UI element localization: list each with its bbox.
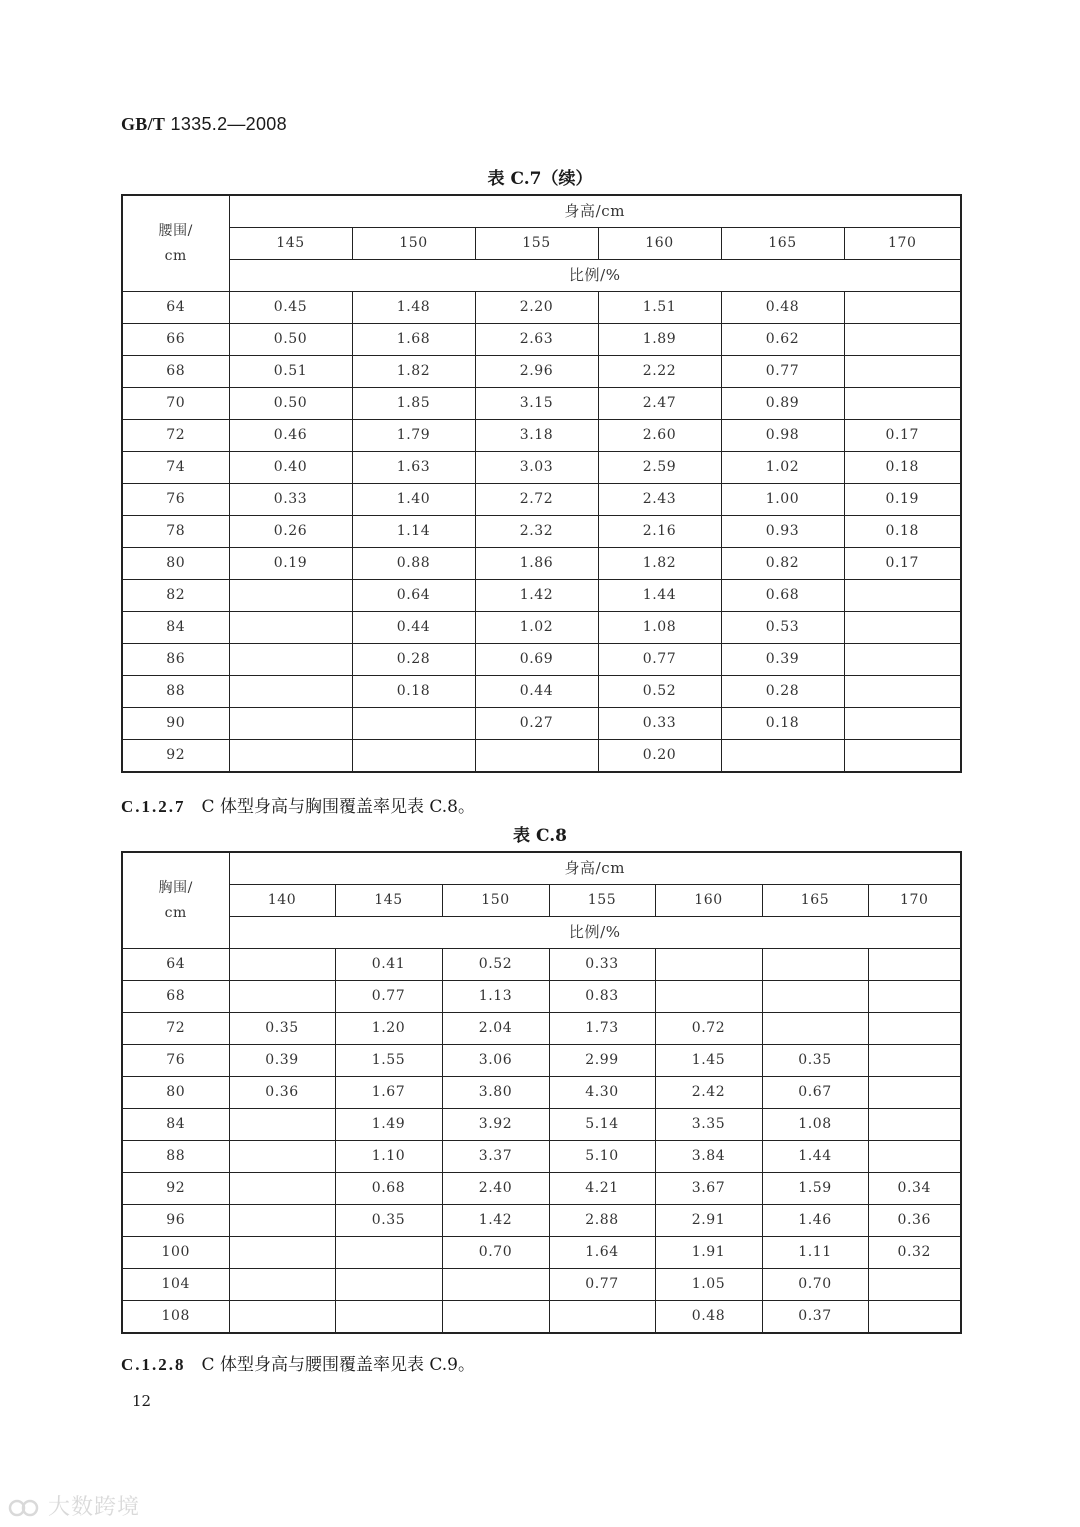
table-c8 xyxy=(121,851,962,1334)
table-row xyxy=(122,949,961,981)
row-header-cell: 92 xyxy=(122,1173,229,1205)
table-row xyxy=(122,676,961,708)
value-cell: 3.06 xyxy=(442,1045,549,1077)
value-cell: 1.05 xyxy=(655,1269,762,1301)
value-cell: 0.52 xyxy=(598,676,721,708)
table-row xyxy=(122,981,961,1013)
table-c8-corner-header xyxy=(122,852,229,949)
value-cell xyxy=(335,1301,442,1334)
value-cell xyxy=(844,388,961,420)
table-row xyxy=(122,1269,961,1301)
value-cell: 1.42 xyxy=(475,580,598,612)
value-cell xyxy=(762,949,868,981)
value-cell: 2.20 xyxy=(475,292,598,324)
value-cell: 1.45 xyxy=(655,1045,762,1077)
clause-number: C.1.2.8 xyxy=(121,1355,186,1374)
value-cell: 1.11 xyxy=(762,1237,868,1269)
watermark xyxy=(8,1490,140,1521)
column-header-height: 160 xyxy=(655,885,762,917)
table-row xyxy=(122,1237,961,1269)
row-header-cell: 76 xyxy=(122,1045,229,1077)
table-row xyxy=(122,708,961,740)
column-header-height: 140 xyxy=(229,885,335,917)
value-cell: 2.16 xyxy=(598,516,721,548)
value-cell xyxy=(352,708,475,740)
value-cell xyxy=(868,1301,961,1334)
value-cell: 3.67 xyxy=(655,1173,762,1205)
value-cell xyxy=(655,981,762,1013)
value-cell xyxy=(844,580,961,612)
value-cell: 0.18 xyxy=(844,516,961,548)
value-cell: 0.53 xyxy=(721,612,844,644)
value-cell: 0.36 xyxy=(229,1077,335,1109)
table-row xyxy=(122,1109,961,1141)
table-row xyxy=(122,1173,961,1205)
value-cell: 0.77 xyxy=(335,981,442,1013)
table-row xyxy=(122,484,961,516)
value-cell: 3.03 xyxy=(475,452,598,484)
value-cell: 2.42 xyxy=(655,1077,762,1109)
value-cell xyxy=(229,676,352,708)
row-header-cell: 108 xyxy=(122,1301,229,1334)
value-cell: 4.21 xyxy=(549,1173,655,1205)
value-cell: 0.18 xyxy=(844,452,961,484)
standard-code-prefix: GB/T xyxy=(121,114,166,134)
value-cell xyxy=(844,644,961,676)
value-cell xyxy=(442,1301,549,1334)
value-cell: 0.70 xyxy=(442,1237,549,1269)
row-header-cell: 64 xyxy=(122,292,229,324)
value-cell: 3.37 xyxy=(442,1141,549,1173)
value-cell: 0.69 xyxy=(475,644,598,676)
column-header-height: 165 xyxy=(762,885,868,917)
value-cell: 0.48 xyxy=(721,292,844,324)
value-cell: 3.80 xyxy=(442,1077,549,1109)
value-cell: 0.88 xyxy=(352,548,475,580)
value-cell: 5.14 xyxy=(549,1109,655,1141)
value-cell: 0.40 xyxy=(229,452,352,484)
value-cell: 0.98 xyxy=(721,420,844,452)
value-cell: 1.55 xyxy=(335,1045,442,1077)
table-row xyxy=(122,388,961,420)
column-header-height: 165 xyxy=(721,228,844,260)
table-c8-caption: 表 C.8 xyxy=(513,826,567,846)
value-cell xyxy=(229,612,352,644)
value-cell: 1.14 xyxy=(352,516,475,548)
value-cell xyxy=(335,1237,442,1269)
clause-c-1-2-7 xyxy=(121,792,475,817)
watermark-logo-icon xyxy=(8,1497,42,1519)
value-cell xyxy=(844,324,961,356)
row-header-cell: 88 xyxy=(122,1141,229,1173)
value-cell xyxy=(442,1269,549,1301)
value-cell: 2.96 xyxy=(475,356,598,388)
value-cell: 2.40 xyxy=(442,1173,549,1205)
column-header-height: 160 xyxy=(598,228,721,260)
table-row xyxy=(122,292,961,324)
table-row xyxy=(122,356,961,388)
value-cell: 0.39 xyxy=(721,644,844,676)
value-cell: 0.62 xyxy=(721,324,844,356)
value-cell: 1.63 xyxy=(352,452,475,484)
value-cell: 0.35 xyxy=(229,1013,335,1045)
value-cell xyxy=(229,1173,335,1205)
table-row xyxy=(122,1301,961,1334)
value-cell: 1.40 xyxy=(352,484,475,516)
value-cell: 2.32 xyxy=(475,516,598,548)
value-cell: 0.83 xyxy=(549,981,655,1013)
clause-number: C.1.2.7 xyxy=(121,797,186,816)
row-header-cell: 64 xyxy=(122,949,229,981)
value-cell: 3.92 xyxy=(442,1109,549,1141)
value-cell: 1.44 xyxy=(598,580,721,612)
value-cell xyxy=(229,981,335,1013)
value-cell: 1.13 xyxy=(442,981,549,1013)
value-cell: 1.49 xyxy=(335,1109,442,1141)
value-cell: 0.32 xyxy=(868,1237,961,1269)
column-header-height: 155 xyxy=(549,885,655,917)
table-row xyxy=(122,420,961,452)
row-header-cell: 80 xyxy=(122,1077,229,1109)
table-c7-row-header-unit: cm xyxy=(164,247,187,264)
value-cell xyxy=(352,740,475,773)
value-cell: 0.20 xyxy=(598,740,721,773)
row-header-cell: 72 xyxy=(122,420,229,452)
value-cell: 0.39 xyxy=(229,1045,335,1077)
table-c7-corner-header xyxy=(122,195,229,292)
value-cell: 0.77 xyxy=(721,356,844,388)
value-cell: 2.91 xyxy=(655,1205,762,1237)
column-header-height: 145 xyxy=(229,228,352,260)
row-header-cell: 68 xyxy=(122,356,229,388)
column-header-height: 155 xyxy=(475,228,598,260)
table-row xyxy=(122,452,961,484)
value-cell: 2.04 xyxy=(442,1013,549,1045)
value-cell: 1.02 xyxy=(721,452,844,484)
value-cell: 2.22 xyxy=(598,356,721,388)
value-cell xyxy=(229,949,335,981)
value-cell: 3.35 xyxy=(655,1109,762,1141)
value-cell: 0.28 xyxy=(721,676,844,708)
column-header-height: 170 xyxy=(844,228,961,260)
standard-code-number: 1335.2—2008 xyxy=(170,114,287,134)
value-cell xyxy=(844,740,961,773)
page-number: 12 xyxy=(132,1392,152,1410)
value-cell: 3.15 xyxy=(475,388,598,420)
value-cell: 1.91 xyxy=(655,1237,762,1269)
row-header-cell: 82 xyxy=(122,580,229,612)
value-cell: 0.33 xyxy=(229,484,352,516)
value-cell xyxy=(229,1205,335,1237)
value-cell xyxy=(229,1269,335,1301)
value-cell: 0.41 xyxy=(335,949,442,981)
value-cell xyxy=(229,1301,335,1334)
value-cell: 0.50 xyxy=(229,324,352,356)
row-header-cell: 80 xyxy=(122,548,229,580)
value-cell: 2.59 xyxy=(598,452,721,484)
row-header-cell: 92 xyxy=(122,740,229,773)
value-cell xyxy=(229,644,352,676)
row-header-cell: 84 xyxy=(122,612,229,644)
value-cell xyxy=(229,1237,335,1269)
value-cell xyxy=(868,1013,961,1045)
table-row xyxy=(122,644,961,676)
value-cell: 0.17 xyxy=(844,548,961,580)
value-cell xyxy=(229,740,352,773)
table-row xyxy=(122,580,961,612)
row-header-cell: 74 xyxy=(122,452,229,484)
row-header-cell: 84 xyxy=(122,1109,229,1141)
value-cell: 0.77 xyxy=(598,644,721,676)
table-c7-height-group-header: 身高/cm xyxy=(229,195,961,228)
table-c8-height-group-header: 身高/cm xyxy=(229,852,961,885)
value-cell xyxy=(229,1109,335,1141)
table-row xyxy=(122,1141,961,1173)
value-cell: 1.08 xyxy=(598,612,721,644)
value-cell: 0.45 xyxy=(229,292,352,324)
value-cell: 0.44 xyxy=(475,676,598,708)
value-cell: 0.33 xyxy=(598,708,721,740)
value-cell: 0.70 xyxy=(762,1269,868,1301)
value-cell: 0.77 xyxy=(549,1269,655,1301)
row-header-cell: 72 xyxy=(122,1013,229,1045)
value-cell: 1.46 xyxy=(762,1205,868,1237)
table-row xyxy=(122,612,961,644)
value-cell xyxy=(229,1141,335,1173)
row-header-cell: 88 xyxy=(122,676,229,708)
value-cell xyxy=(475,740,598,773)
value-cell: 1.67 xyxy=(335,1077,442,1109)
value-cell: 0.64 xyxy=(352,580,475,612)
value-cell: 1.48 xyxy=(352,292,475,324)
value-cell: 1.82 xyxy=(352,356,475,388)
value-cell: 0.68 xyxy=(335,1173,442,1205)
row-header-cell: 104 xyxy=(122,1269,229,1301)
table-row xyxy=(122,1045,961,1077)
value-cell: 1.79 xyxy=(352,420,475,452)
table-c7-row-header-label: 腰围/ xyxy=(158,222,194,239)
value-cell: 0.18 xyxy=(352,676,475,708)
value-cell: 2.63 xyxy=(475,324,598,356)
value-cell xyxy=(868,1109,961,1141)
row-header-cell: 90 xyxy=(122,708,229,740)
value-cell: 0.44 xyxy=(352,612,475,644)
table-c8-unit-header: 比例/% xyxy=(229,917,961,949)
column-header-height: 150 xyxy=(442,885,549,917)
value-cell: 1.59 xyxy=(762,1173,868,1205)
table-row xyxy=(122,740,961,773)
value-cell: 1.08 xyxy=(762,1109,868,1141)
value-cell xyxy=(655,949,762,981)
table-row xyxy=(122,1013,961,1045)
value-cell: 2.60 xyxy=(598,420,721,452)
value-cell xyxy=(721,740,844,773)
value-cell: 0.72 xyxy=(655,1013,762,1045)
value-cell: 2.88 xyxy=(549,1205,655,1237)
clause-c-1-2-8 xyxy=(121,1350,475,1375)
value-cell: 2.72 xyxy=(475,484,598,516)
value-cell: 1.10 xyxy=(335,1141,442,1173)
value-cell: 0.33 xyxy=(549,949,655,981)
value-cell: 0.19 xyxy=(844,484,961,516)
value-cell: 1.89 xyxy=(598,324,721,356)
value-cell: 1.82 xyxy=(598,548,721,580)
table-row xyxy=(122,548,961,580)
column-header-height: 145 xyxy=(335,885,442,917)
value-cell: 1.44 xyxy=(762,1141,868,1173)
table-c7 xyxy=(121,194,962,773)
value-cell: 2.47 xyxy=(598,388,721,420)
value-cell: 3.84 xyxy=(655,1141,762,1173)
value-cell: 0.17 xyxy=(844,420,961,452)
row-header-cell: 76 xyxy=(122,484,229,516)
value-cell: 0.27 xyxy=(475,708,598,740)
value-cell: 1.68 xyxy=(352,324,475,356)
value-cell xyxy=(868,1077,961,1109)
row-header-cell: 86 xyxy=(122,644,229,676)
value-cell xyxy=(335,1269,442,1301)
value-cell xyxy=(844,708,961,740)
value-cell: 3.18 xyxy=(475,420,598,452)
table-row xyxy=(122,516,961,548)
table-row xyxy=(122,1077,961,1109)
table-row xyxy=(122,1205,961,1237)
value-cell: 2.43 xyxy=(598,484,721,516)
value-cell: 0.26 xyxy=(229,516,352,548)
row-header-cell: 78 xyxy=(122,516,229,548)
row-header-cell: 68 xyxy=(122,981,229,1013)
value-cell xyxy=(844,356,961,388)
value-cell xyxy=(229,580,352,612)
value-cell: 1.42 xyxy=(442,1205,549,1237)
value-cell: 0.46 xyxy=(229,420,352,452)
value-cell: 1.73 xyxy=(549,1013,655,1045)
value-cell: 0.50 xyxy=(229,388,352,420)
value-cell: 0.37 xyxy=(762,1301,868,1334)
value-cell: 0.89 xyxy=(721,388,844,420)
column-header-height: 170 xyxy=(868,885,961,917)
table-c7-caption: 表 C.7（续） xyxy=(487,169,593,189)
value-cell: 0.51 xyxy=(229,356,352,388)
value-cell: 1.51 xyxy=(598,292,721,324)
value-cell xyxy=(762,981,868,1013)
value-cell: 0.67 xyxy=(762,1077,868,1109)
table-row xyxy=(122,324,961,356)
value-cell: 0.18 xyxy=(721,708,844,740)
value-cell xyxy=(868,1045,961,1077)
table-c7-unit-header: 比例/% xyxy=(229,260,961,292)
table-c8-row-header-label: 胸围/ xyxy=(158,879,194,896)
value-cell xyxy=(762,1013,868,1045)
value-cell: 0.82 xyxy=(721,548,844,580)
value-cell xyxy=(868,981,961,1013)
value-cell: 0.19 xyxy=(229,548,352,580)
value-cell: 0.28 xyxy=(352,644,475,676)
value-cell xyxy=(868,1269,961,1301)
column-header-height: 150 xyxy=(352,228,475,260)
value-cell xyxy=(868,949,961,981)
row-header-cell: 100 xyxy=(122,1237,229,1269)
value-cell: 0.48 xyxy=(655,1301,762,1334)
value-cell xyxy=(868,1141,961,1173)
table-c8-row-header-unit: cm xyxy=(164,904,187,921)
clause-text: C 体型身高与腰围覆盖率见表 C.9。 xyxy=(201,1355,475,1375)
value-cell: 1.02 xyxy=(475,612,598,644)
value-cell: 2.99 xyxy=(549,1045,655,1077)
value-cell: 1.64 xyxy=(549,1237,655,1269)
value-cell: 0.35 xyxy=(762,1045,868,1077)
value-cell xyxy=(844,676,961,708)
value-cell: 4.30 xyxy=(549,1077,655,1109)
clause-text: C 体型身高与胸围覆盖率见表 C.8。 xyxy=(201,797,475,817)
value-cell: 0.68 xyxy=(721,580,844,612)
row-header-cell: 70 xyxy=(122,388,229,420)
watermark-text: 大数跨境 xyxy=(48,1495,141,1520)
value-cell: 1.85 xyxy=(352,388,475,420)
row-header-cell: 96 xyxy=(122,1205,229,1237)
value-cell xyxy=(229,708,352,740)
value-cell: 1.00 xyxy=(721,484,844,516)
value-cell: 5.10 xyxy=(549,1141,655,1173)
value-cell: 0.36 xyxy=(868,1205,961,1237)
value-cell: 0.35 xyxy=(335,1205,442,1237)
row-header-cell: 66 xyxy=(122,324,229,356)
value-cell: 0.52 xyxy=(442,949,549,981)
value-cell xyxy=(844,612,961,644)
value-cell: 1.86 xyxy=(475,548,598,580)
value-cell: 1.20 xyxy=(335,1013,442,1045)
standard-code xyxy=(121,114,287,135)
value-cell: 0.34 xyxy=(868,1173,961,1205)
value-cell xyxy=(549,1301,655,1334)
value-cell xyxy=(844,292,961,324)
value-cell: 0.93 xyxy=(721,516,844,548)
